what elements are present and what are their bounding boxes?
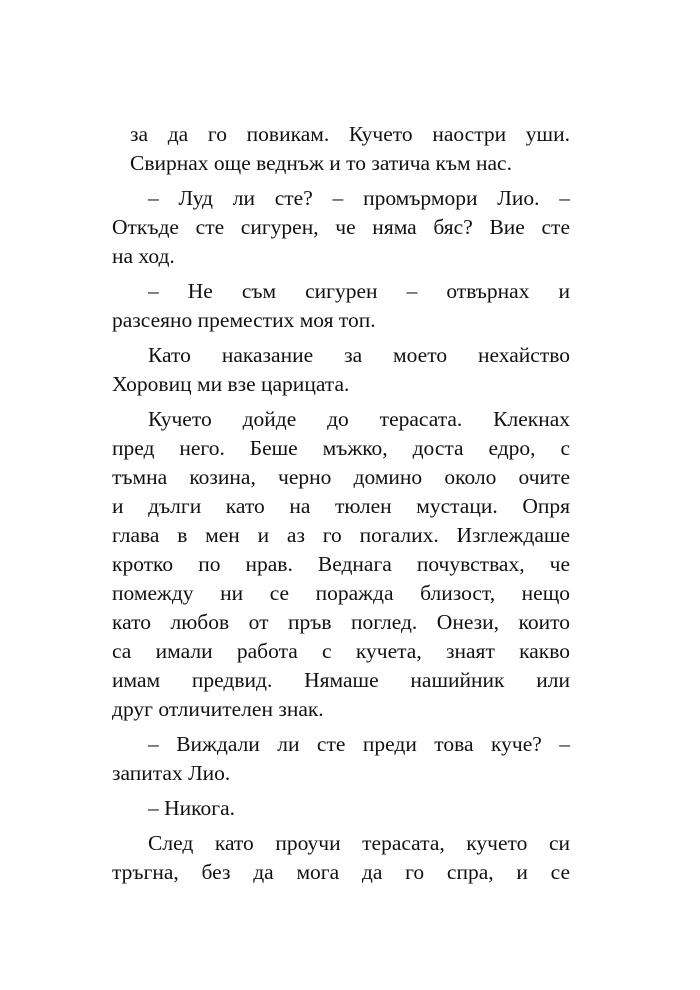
- paragraph: [112, 277, 570, 335]
- text-line: Като наказание за моето нехайство: [148, 343, 570, 367]
- paragraph: [112, 405, 570, 724]
- text-line: Кучето дойде до терасата. Клекнах: [148, 407, 570, 431]
- paragraph: [112, 184, 570, 271]
- text-line: – Луд ли сте? – промърмори Лио. –: [148, 186, 570, 210]
- text-line: глава в мен и аз го погалих. Изглеждаше: [112, 523, 570, 547]
- text-line: разсеяно преместих моя топ.: [112, 308, 376, 332]
- text-line: имам предвид. Нямаше нашийник или: [112, 668, 570, 692]
- paragraph: [112, 829, 570, 887]
- paragraph: [130, 794, 570, 823]
- text-line: са имали работа с кучета, знаят какво: [112, 639, 570, 663]
- text-line: Хоровиц ми взе царицата.: [112, 372, 350, 396]
- text-line: друг отличителен знак.: [112, 697, 324, 721]
- text-line: пред него. Беше мъжко, доста едро, с: [112, 436, 570, 460]
- text-line: като любов от пръв поглед. Онези, които: [112, 610, 570, 634]
- text-line: Откъде сте сигурен, че няма бяс? Вие сте: [112, 215, 570, 239]
- text-line: кротко по нрав. Веднага почувствах, че: [112, 552, 570, 576]
- text-line: помежду ни се поражда близост, нещо: [112, 581, 570, 605]
- text-line: тръгна, без да мога да го спра, и се: [112, 860, 570, 884]
- text-line: на ход.: [112, 244, 175, 268]
- paragraph: [130, 120, 570, 178]
- text-line: – Не съм сигурен – отвърнах и: [148, 279, 570, 303]
- text-line: тъмна козина, черно домино около очите: [112, 465, 570, 489]
- text-line: – Никога.: [148, 796, 235, 820]
- text-line: и дълги като на тюлен мустаци. Опря: [112, 494, 570, 518]
- paragraph: [112, 341, 570, 399]
- text-line: Свирнах още веднъж и то затича към нас.: [130, 151, 512, 175]
- book-page: [112, 120, 570, 893]
- text-line: След като проучи терасата, кучето си: [148, 831, 570, 855]
- text-line: запитах Лио.: [112, 761, 231, 785]
- text-line: – Виждали ли сте преди това куче? –: [148, 732, 570, 756]
- paragraph: [112, 730, 570, 788]
- text-line: за да го повикам. Кучето наостри уши.: [130, 122, 570, 146]
